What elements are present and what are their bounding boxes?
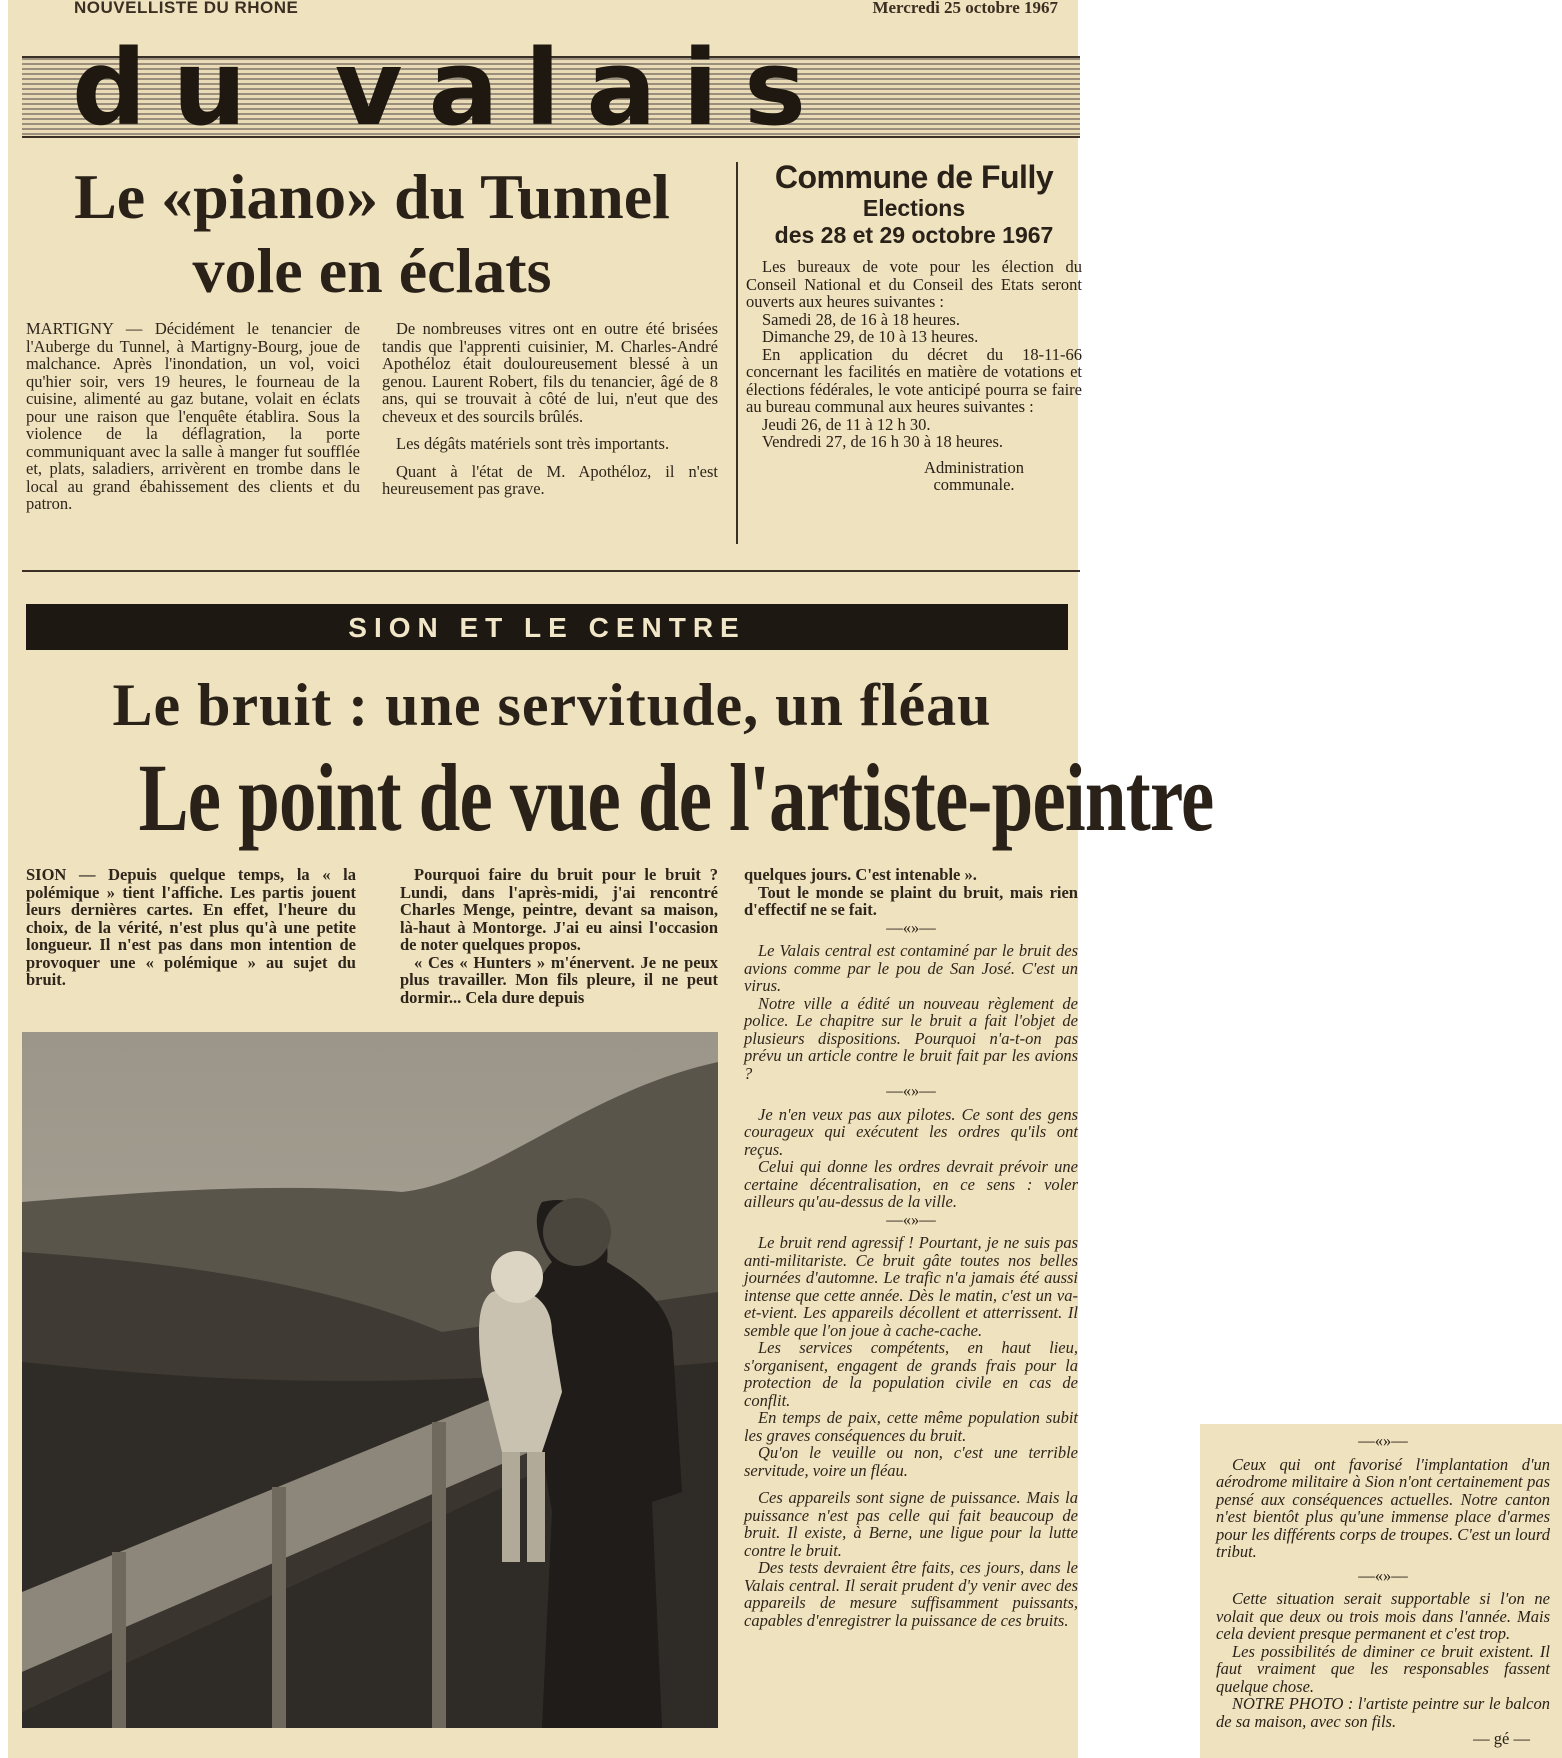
fully-title: Commune de Fully (774, 159, 1054, 195)
main-clipping (8, 0, 1214, 1758)
bruit-paragraph: « Ces « Hunters » m'énervent. Je ne peux plus travailler. Mon fils pleure, il ne peut dormir... Cela dure depuis (400, 952, 718, 1007)
bruit-paragraph: Pourquoi faire du bruit pour le bruit ? Lundi, dans l'après-midi, j'ai rencontré Charles Menge, peintre, devant sa maison, là-haut à Montorge. J'ai eu ainsi l'occasion de noter quelques propos. (400, 865, 718, 954)
author-signature: — gé — (1473, 1729, 1530, 1748)
fully-paragraph: Les bureaux de vote pour les élection du Conseil National et du Conseil des Etats seront ouverts aux heures suivantes : (746, 257, 1082, 312)
tunnel-paragraph: De nombreuses vitres ont en outre été brisées tandis que l'apprenti cuisinier, M. Charles-André Apothéloz était douloureusement blessé à un genou. Laurent Robert, fils du tenancier, âgé de 8 ans, qui se trouvait à côté de lui, n'eut que des cheveux et des sourcils brûlés. (382, 319, 718, 426)
photo-illustration (22, 1032, 718, 1728)
separator: —«»— (886, 917, 936, 937)
signature-line: communale. (933, 475, 1015, 495)
bruit-headline: Le bruit : une servitude, un fléau (112, 672, 992, 738)
tunnel-paragraph: Les dégâts matériels sont très importants. (396, 434, 670, 453)
masthead (74, 0, 1058, 20)
bruit-paragraph: Qu'on le veuille ou non, c'est une terrible servitude, voire un fléau. (744, 1443, 1078, 1480)
bruit-paragraph: Les services compétents, en haut lieu, s'organisent, engagent de grands frais pour la protection de la population civile en cas de conflit. (744, 1338, 1078, 1410)
continuation-column (1216, 1432, 1550, 1754)
fully-signature (866, 459, 1082, 494)
separator: —«»— (1358, 1431, 1408, 1450)
fully-schedule: Jeudi 26, de 11 à 12 h 30. (762, 414, 931, 434)
separator: —«»— (886, 1081, 936, 1100)
continuation-paragraph: Cette situation serait supportable si l'on ne volait que deux ou trois mois dans l'année. Mais cela devient presque permanent et c'est trop. (1216, 1589, 1550, 1643)
column-divider (736, 162, 738, 544)
tunnel-paragraph: MARTIGNY — Décidément le tenancier de l'Auberge du Tunnel, à Martigny-Bourg, joue de malchance. Après l'inondation, un vol, voici qu'hier soir, vers 19 heures, le fourneau de la cuisine, alimenté au gaz butane, volait en éclats pour une raison que l'enquête établira. Sous la violence de la déflagration, la porte communiquant avec la salle à manger fut soufflée et, plats, saladiers, arrivèrent en trombe dans le local au grand ébahissement des clients et du patron. (26, 319, 360, 513)
fully-notice (746, 160, 1082, 494)
bruit-paragraph: Ces appareils sont signe de puissance. Mais la puissance n'est pas celle qui fait beaucoup de bruit. Il existe, à Berne, une ligue pour la lutte contre le bruit. (744, 1488, 1078, 1560)
tunnel-paragraph: Quant à l'état de M. Apothéloz, il n'est heureusement pas grave. (382, 461, 718, 498)
bruit-column-2 (400, 866, 718, 1016)
tunnel-column-1 (26, 320, 360, 523)
signature-line: Administration (924, 457, 1024, 477)
fully-subtitle: Elections (862, 195, 966, 222)
bruit-paragraph: Tout le monde se plaint du bruit, mais rien d'effectif ne se fait. (744, 882, 1078, 919)
bruit-paragraph: Le Valais central est contaminé par le bruit des avions comme par le pou de San José. C'est un virus. (744, 941, 1078, 995)
tunnel-headline: Le «piano» du Tunnel vole en éclats (74, 161, 670, 306)
tunnel-column-2 (382, 320, 718, 508)
bruit-paragraph: Notre ville a édité un nouveau règlement de police. Le chapitre sur le bruit a fait l'objet de plusieurs dispositions. Pourquoi n'a-t-on pas prévu un article contre le bruit fait par les avions ? (744, 993, 1078, 1083)
fully-body (746, 258, 1082, 451)
continuation-clipping (1200, 1424, 1562, 1758)
bruit-paragraph: Le bruit rend agressif ! Pourtant, je ne suis pas anti-militariste. Ce bruit gâte toutes nos belles journées d'automne. Le trafic n'a jamais été aussi intense que cette année. Dès le matin, c'est un va-et-vient. Les appareils décollent et atterrissent. Il semble que l'on joue à cache-cache. (744, 1233, 1078, 1340)
separator: —«»— (886, 1209, 936, 1229)
bruit-paragraph: SION — Depuis quelque temps, la « la polémique » tient l'affiche. Les partis jouent leurs dernières cartes. En effet, l'heure du choix, de la vérité, n'est plus qu'à une petite longueur. Il n'est pas dans mon intention de provoquer une « polémique » au sujet du bruit. (26, 865, 356, 989)
bruit-paragraph: quelques jours. C'est intenable ». (744, 865, 977, 884)
section-bar-label: SION ET LE CENTRE (348, 612, 746, 643)
bruit-paragraph: En temps de paix, cette même population subit les graves conséquences du bruit. (744, 1408, 1078, 1445)
section-bar (26, 604, 1068, 650)
separator: —«»— (1358, 1565, 1408, 1585)
fully-dates: des 28 et 29 octobre 1967 (774, 221, 1054, 248)
continuation-paragraph: Les possibilités de diminer ce bruit existent. Il faut vraiment que les responsables fassent quelque chose. (1216, 1641, 1550, 1696)
section-divider (22, 570, 1080, 572)
fully-schedule: Vendredi 27, de 16 h 30 à 18 heures. (762, 432, 1004, 452)
bruit-column-3 (744, 866, 1078, 1639)
artist-photo (22, 1032, 718, 1728)
bruit-subheadline: Le point de vue de l'artiste-peintre (138, 744, 1214, 851)
banner-title: du valais (72, 27, 833, 149)
bruit-paragraph: Celui qui donne les ordres devrait prévoir une certaine décentralisation, en ce sens : voler ailleurs qu'au-dessus de la ville. (744, 1157, 1078, 1211)
bruit-paragraph: Des tests devraient être faits, ces jours, dans le Valais central. Il serait prudent d'y venir avec des appareils de mesure suffisamment puissants, capables d'enregistrer la puissance de ces bruits. (744, 1558, 1078, 1630)
bruit-column-1 (26, 866, 356, 999)
continuation-paragraph: Ceux qui ont favorisé l'implantation d'un aérodrome militaire à Sion n'ont certainement pas pensé aux conséquences actuelles. Notre canton n'est bientôt plus qu'une immense place d'armes pour les différents corps de troupes. C'est un lourd tribut. (1216, 1454, 1550, 1561)
section-banner (22, 27, 1080, 149)
issue-date: Mercredi 25 octobre 1967 (872, 0, 1058, 17)
fully-paragraph: En application du décret du 18-11-66 concernant les facilités en matière de votations et élections fédérales, le vote anticipé pourra se faire au bureau communal aux heures suivantes : (746, 344, 1082, 417)
fully-schedule: Samedi 28, de 16 à 18 heures. (762, 309, 960, 329)
bruit-paragraph: Je n'en veux pas aux pilotes. Ce sont des gens courageux qui exécutent les ordres qu'ils ont reçus. (744, 1104, 1078, 1159)
photo-caption: NOTRE PHOTO : l'artiste peintre sur le balcon de sa maison, avec son fils. (1216, 1694, 1550, 1731)
newspaper-name: NOUVELLISTE DU RHONE (74, 0, 299, 17)
fully-schedule: Dimanche 29, de 10 à 13 heures. (762, 327, 979, 347)
